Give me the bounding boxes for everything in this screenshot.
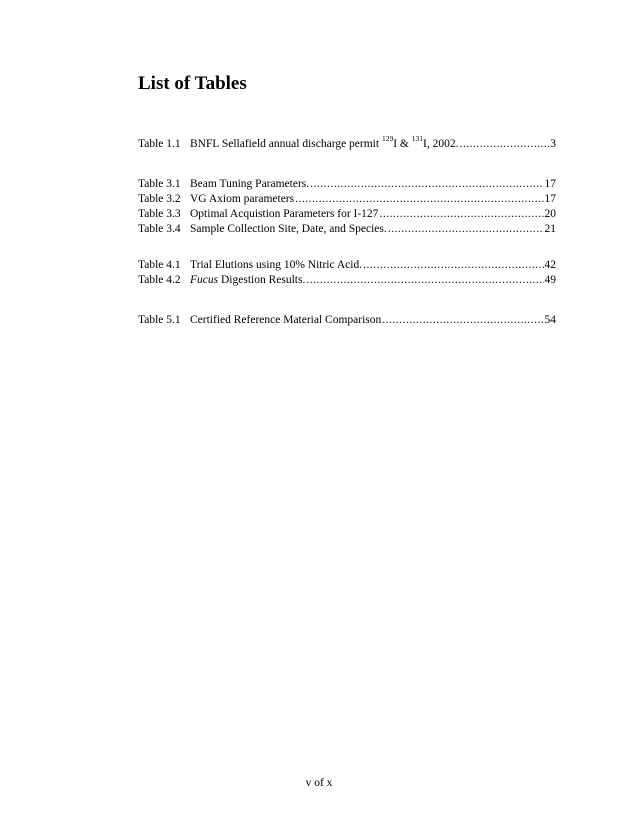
- toc-group-1: [138, 134, 556, 152]
- toc-entry-page: 42: [544, 259, 556, 271]
- toc-entry-title: Trial Elutions using 10% Nitric Acid.: [190, 259, 363, 271]
- toc-entry-title: [190, 273, 305, 288]
- toc-entry[interactable]: [138, 134, 556, 152]
- toc-entry[interactable]: [138, 273, 556, 288]
- toc-entry[interactable]: [138, 313, 556, 328]
- toc-entry-label: Table 3.2: [138, 193, 181, 205]
- toc-entry[interactable]: [138, 258, 556, 273]
- page-title: List of Tables: [138, 73, 247, 94]
- superscript-mass-number: 129: [381, 134, 394, 143]
- dot-leader: [295, 192, 543, 207]
- toc-entry-title-part: BNFL Sellafield annual discharge permit: [190, 138, 382, 150]
- toc-entry[interactable]: [138, 207, 556, 222]
- toc-entry-page: 54: [544, 314, 556, 326]
- toc-entry[interactable]: [138, 222, 556, 237]
- toc-entry-label: Table 3.3: [138, 208, 181, 220]
- dot-leader: [388, 222, 544, 237]
- dot-leader: [459, 137, 549, 152]
- toc-entry-page: 20: [544, 208, 556, 220]
- toc-entry-page: 17: [544, 193, 556, 205]
- toc-group-4: [138, 258, 556, 288]
- toc-entry-page: 21: [544, 223, 556, 235]
- toc-entry-label: Table 4.2: [138, 274, 181, 286]
- toc-entry-page: 49: [544, 274, 556, 286]
- toc-entry-title-italic: Fucus: [190, 274, 219, 286]
- dot-leader: [306, 273, 543, 288]
- toc-group-3: [138, 177, 556, 237]
- toc-entry-label: Table 3.1: [138, 178, 181, 190]
- dot-leader: [382, 313, 543, 328]
- toc-entry-page: 17: [544, 178, 556, 190]
- toc-entry-title-part: I &: [393, 138, 412, 150]
- toc-entry-title: Beam Tuning Parameters.: [190, 178, 310, 190]
- toc-group-5: [138, 313, 556, 328]
- toc-entry[interactable]: [138, 192, 556, 207]
- toc-entry-page: 3: [550, 138, 556, 150]
- toc-entry-title: [190, 134, 459, 152]
- toc-entry-title: Certified Reference Material Comparison: [190, 314, 382, 326]
- dot-leader: [379, 207, 543, 222]
- toc-entry-label: Table 5.1: [138, 314, 181, 326]
- toc-entry-title: Sample Collection Site, Date, and Species.: [190, 223, 387, 235]
- toc-entry[interactable]: [138, 177, 556, 192]
- toc-entry-title: VG Axiom parameters: [190, 193, 295, 205]
- superscript-mass-number: 131: [411, 134, 423, 143]
- toc-entry-title-part: I, 2002.: [422, 138, 459, 150]
- toc-entry-label: Table 1.1: [138, 138, 181, 150]
- dot-leader: [363, 258, 543, 273]
- toc-entry-title-part: Digestion Results.: [218, 274, 306, 286]
- toc-entry-title: Optimal Acquistion Parameters for I-127: [190, 208, 379, 220]
- toc-entry-label: Table 4.1: [138, 259, 181, 271]
- page-number-footer: v of x: [305, 777, 333, 789]
- dot-leader: [310, 177, 543, 192]
- toc-entry-label: Table 3.4: [138, 223, 181, 235]
